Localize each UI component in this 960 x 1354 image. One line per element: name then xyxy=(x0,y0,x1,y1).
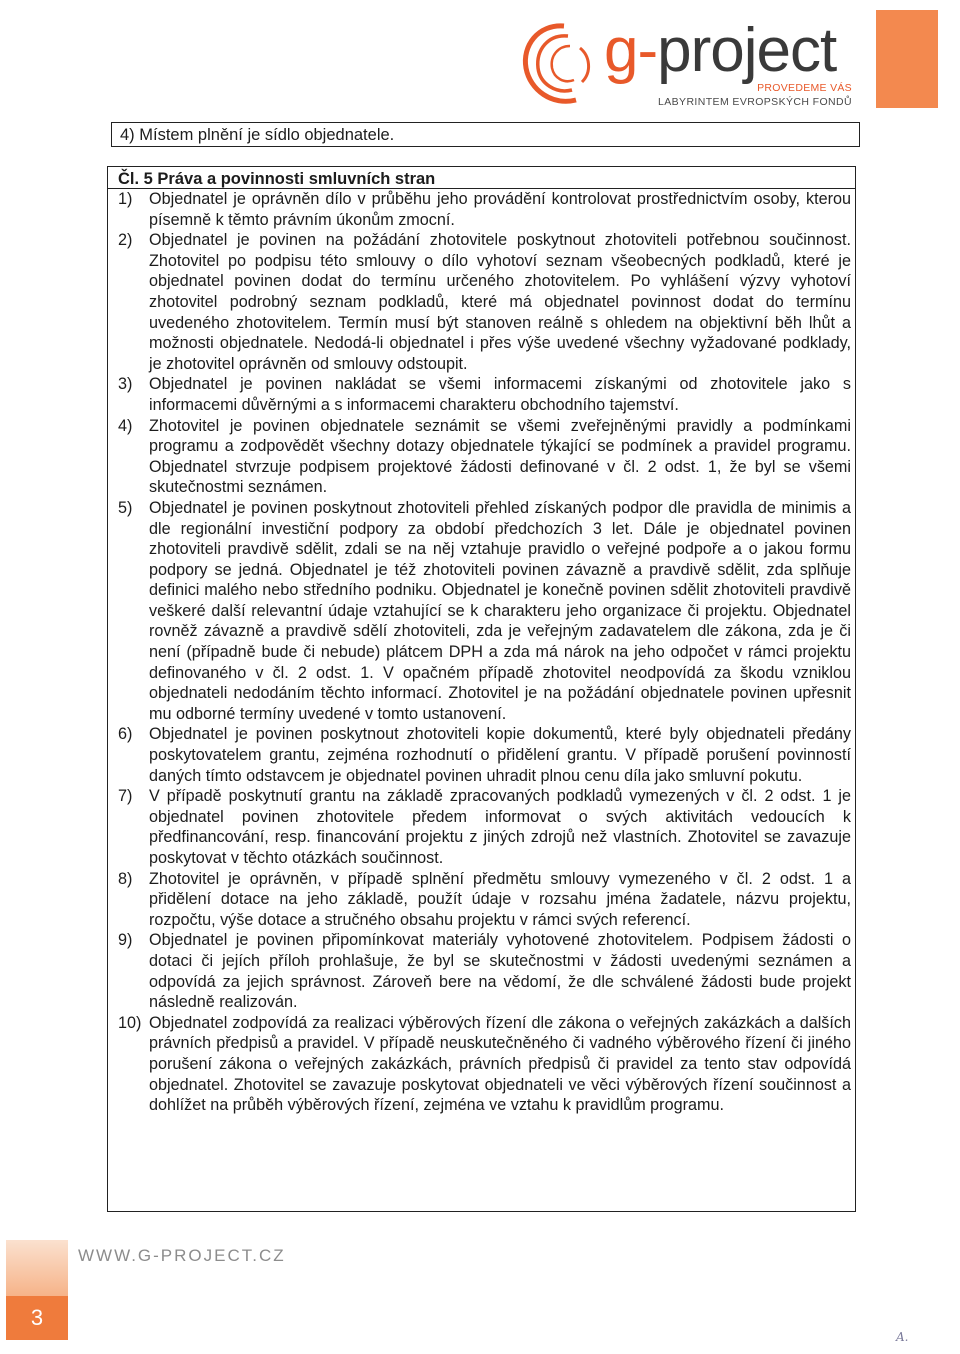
company-logo xyxy=(518,18,858,110)
clause-text: Objednatel je povinen poskytnout zhotoviteli kopie dokumentů, které byly objednateli předány poskytovatelem grantu, zejména rozhodnutí o přidělení grantu. V případě porušení povinností daných tímto odstavcem je objednatel povinen uhradit plnou cenu díla jako smluvní pokutu. xyxy=(149,725,851,785)
footer-website: WWW.G-PROJECT.CZ xyxy=(78,1246,286,1265)
clause-item xyxy=(118,786,851,868)
clause-item xyxy=(118,724,851,786)
clause-text: Objednatel je povinen na požádání zhotovitele poskytnout zhotoviteli potřebnou součinnost. Zhotovitel po podpisu této smlouvy o dílo vyhotoví seznam všeobecných podkladů, které je objednatel povinen dodat do termínu určeného zhotovitelem. Po vyhlášení výzvy vyhotoví zhotovitel podrobný seznam podkladů, které má objednatel povinnost dodat do termínu uvedeného zhotovitelem. Termín musí být stanoven reálně s ohledem na objektivní běh lhůt a možnosti objednatele. Nedodá-li objednatel i přes výše uvedené všechny vyžadované podklady, je zhotovitel oprávněn od smlouvy odstoupit. xyxy=(149,231,851,373)
clause-number: 4) xyxy=(118,416,133,435)
clause-number: 1) xyxy=(118,190,133,208)
previous-article-box xyxy=(111,122,860,147)
clause-text: Objednatel je oprávněn dílo v průběhu jeho provádění kontrolovat prostřednictvím osoby, kterou písemně k těmto právním úkonům zmocní. xyxy=(149,190,851,229)
clause-number: 2) xyxy=(118,231,133,250)
place-of-performance-clause: 4) Místem plnění je sídlo objednatele. xyxy=(120,126,395,144)
clause-number: 9) xyxy=(118,931,133,950)
corner-accent-block xyxy=(876,10,938,108)
clause-item xyxy=(118,930,851,1012)
clause-number: 10) xyxy=(118,1013,142,1032)
clause-text: Zhotovitel je oprávněn, v případě splnění předmětu smlouvy vymezeného v čl. 2 odst. 1 a přidělení dotace na jeho základě, použít údaje v rozsahu jména žadatele, názvu projektu, rozpočtu, výše dotace a stručného obsahu projektu v rámci svých referencí. xyxy=(149,869,851,929)
clause-text: Objednatel je povinen připomínkovat materiály vyhotovené zhotovitelem. Podpisem žádosti o dotaci či jejích příloh prohlašuje, že byl se skutečnostmi v žádosti uvedenými seznámen a odpovídá za jejich správnost. Zároveň bere na vědomí, že dle schválené žádosti bude projekt následně realizován. xyxy=(149,931,851,1012)
clause-item xyxy=(118,189,851,230)
clause-number: 8) xyxy=(118,869,133,888)
article-5-box xyxy=(107,166,856,1212)
clause-text: Zhotovitel je povinen objednatele seznámit se všemi zveřejněnými pravidly a podmínkami programu a zodpovědět všechny dotazy objednatele týkající se podmínek a pravidel programu. Objednatel stvrzuje podpisem projektové žádosti definované v čl. 2 odst. 1, že byl se všemi skutečnostmi seznámen. xyxy=(149,416,851,497)
clause-number: 6) xyxy=(118,725,133,744)
handwritten-initials: A. xyxy=(896,1330,909,1344)
clause-list xyxy=(118,189,851,1116)
clause-text: Objednatel zodpovídá za realizaci výběrových řízení dle zákona o veřejných zakázkách a dalších právních předpisů a pravidel. V případě neuskutečněného či vadného výběrového řízení či jiného porušení zákona o veřejných zakázkách, právních předpisů či pravidel za tento stav odpovídá objednatel. Zhotovitel se zavazuje poskytovat objednateli ve věci výběrových řízení součinnost a dohlížet na průběh výběrových řízení, zejména ve vztahu k pravidlům programu. xyxy=(149,1013,851,1115)
logo-swirl-icon xyxy=(518,18,610,110)
clause-text: Objednatel je povinen nakládat se všemi informacemi získanými od zhotovitele jako s informacemi důvěrnými a s informacemi charakteru obchodního tajemství. xyxy=(149,375,851,414)
clause-item xyxy=(118,230,851,374)
article-title: Čl. 5 Práva a povinnosti smluvních stran xyxy=(118,170,436,188)
logo-wordmark: g-project xyxy=(604,16,837,85)
clause-item xyxy=(118,1013,851,1116)
clause-item xyxy=(118,374,851,415)
clause-number: 7) xyxy=(118,787,133,806)
clause-text: Objednatel je povinen poskytnout zhotoviteli přehled získaných podpor dle pravidla de minimis a dle regionální investiční podpory za období předchozích 3 let. Dále je objednatel povinen zhotoviteli pravdivě sdělit, zdali se na něj vztahuje pravidlo o veřejné podpoře a o jakou formu podpory se jedná. Objednatel je též zhotoviteli povinen závazně a pravdivě sdělit, zda splňuje definici malého nebo středního podniku. Objednatel je konečně povinen sdělit zhotoviteli pravdivě veškeré další relevantní údaje vztahující se k charakteru jeho organizace či projektu. Objednatel rovněž závazně a pravdivě sdělí zhotoviteli, zda je veřejným zadavatelem dle zákona, zda je či není (případně bude či nebude) plátcem DPH a zda má nárok na jeho odpočet v rámci projektu definovaného v čl. 2 odst. 1. V opačném případě zhotovitel neodpovídá za škodu vzniklou objednateli nedodáním těchto informací. Zhotovitel je na požádání objednatele povinen upřesnit mu odborné termíny uvedené v tomto ustanovení. xyxy=(149,498,851,723)
clause-item xyxy=(118,416,851,498)
clause-number: 3) xyxy=(118,375,133,394)
clause-text: V případě poskytnutí grantu na základě zpracovaných podkladů vymezených v čl. 2 odst. 1 je objednatel povinen zhotovitele předem informovat o svých aktivitách vedoucích k předfinancování, resp. financování projektu z jiných zdrojů než vlastních. Zhotovitel se zavazuje poskytovat v těchto otázkách součinnost. xyxy=(149,787,851,867)
page-number: 3 xyxy=(6,1296,68,1340)
clause-item xyxy=(118,498,851,725)
logo-tagline-2: LABYRINTEM EVROPSKÝCH FONDŮ xyxy=(658,96,852,108)
logo-tagline-1: PROVEDEME VÁS xyxy=(757,82,852,94)
clause-number: 5) xyxy=(118,498,133,517)
clause-item xyxy=(118,869,851,931)
